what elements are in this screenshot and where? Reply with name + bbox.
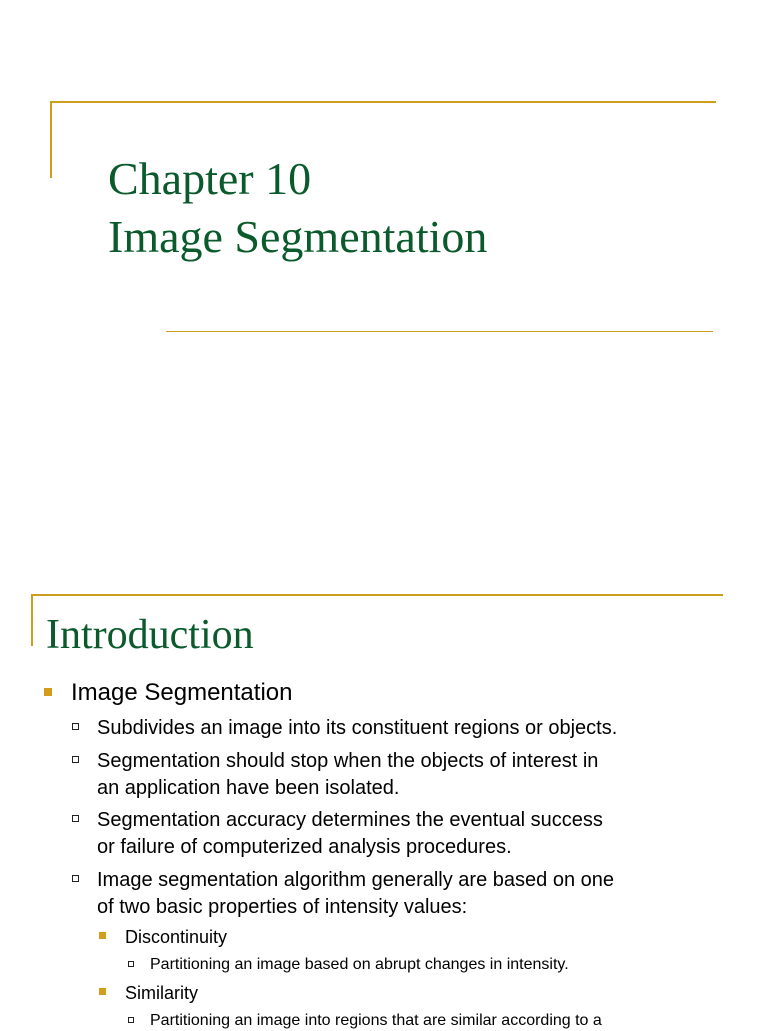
- slide-heading: Introduction: [46, 612, 254, 658]
- title-line-1: Chapter 10: [108, 153, 312, 204]
- bullet-text: Image Segmentation: [71, 679, 293, 706]
- hollow-square-bullet-icon: [72, 756, 79, 763]
- sub-bullet-text-line-1: Segmentation should stop when the objects of interest in: [97, 750, 599, 772]
- level3-bullet-text: Similarity: [125, 983, 199, 1003]
- hollow-square-bullet-icon: [72, 815, 79, 822]
- hollow-square-bullet-icon: [128, 961, 134, 967]
- title-underline-rule: [166, 331, 713, 332]
- slide-title: [108, 150, 487, 266]
- sub-bullet-text-line-2: or failure of computerized analysis procedures.: [97, 836, 512, 858]
- level4-bullet-text: Partitioning an image based on abrupt changes in intensity.: [150, 956, 569, 973]
- content-slide: [0, 580, 768, 1029]
- title-line-2: Image Segmentation: [108, 211, 488, 262]
- hollow-square-bullet-icon: [72, 875, 79, 882]
- hollow-square-bullet-icon: [128, 1017, 134, 1023]
- sub-bullet-text: Subdivides an image into its constituent regions or objects.: [97, 717, 618, 739]
- left-accent-line: [31, 594, 33, 646]
- level4-bullet-text: Partitioning an image into regions that are similar according to a: [150, 1012, 602, 1029]
- left-accent-line: [50, 101, 52, 178]
- top-accent-line: [31, 594, 723, 596]
- sub-bullet-text-line-1: Segmentation accuracy determines the eventual success: [97, 809, 603, 831]
- sub-bullet-text-line-2: an application have been isolated.: [97, 777, 400, 799]
- hollow-square-bullet-icon: [72, 723, 79, 730]
- square-bullet-icon: [44, 688, 52, 696]
- square-bullet-icon: [99, 988, 106, 995]
- top-accent-line: [50, 101, 716, 103]
- sub-bullet-text-line-2: of two basic properties of intensity values:: [97, 896, 468, 918]
- level3-bullet-text: Discontinuity: [125, 927, 228, 947]
- sub-bullet-text-line-1: Image segmentation algorithm generally are based on one: [97, 869, 614, 891]
- square-bullet-icon: [99, 932, 106, 939]
